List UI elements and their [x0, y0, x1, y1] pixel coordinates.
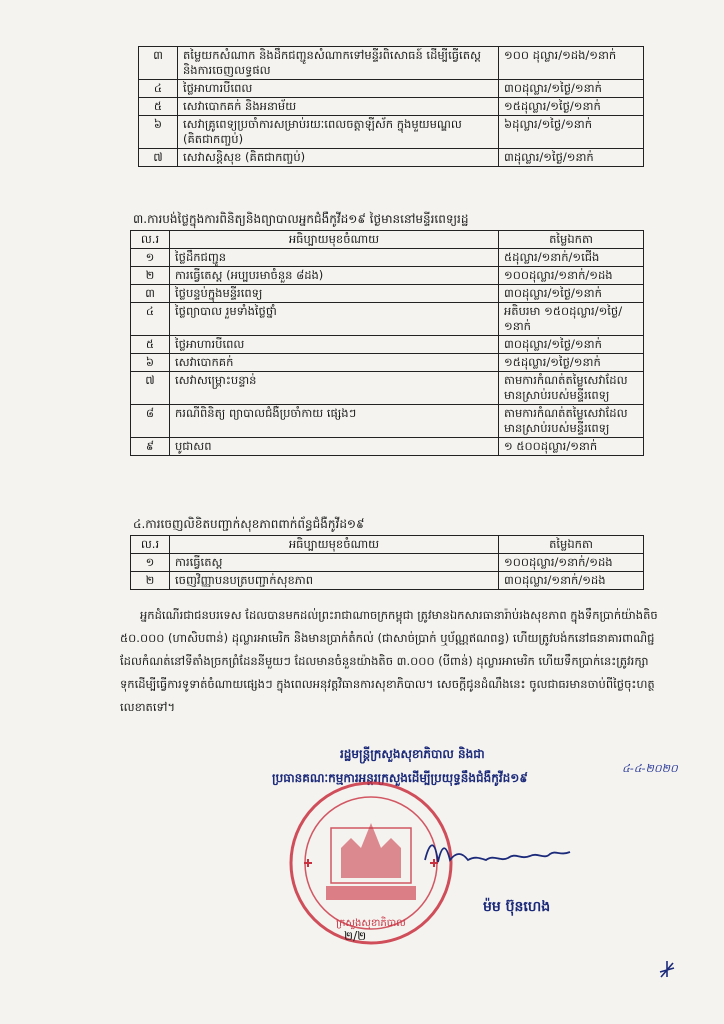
header-price: តម្លៃឯកតា	[499, 231, 644, 249]
row-description: បូជាសព	[170, 438, 499, 456]
row-price: ៣ដុល្លារ/១ថ្ងៃ/១នាក់	[499, 149, 644, 167]
signatory-position: ប្រធានគណៈកម្មការអន្តរក្រសួងដើម្បីប្រយុទ្ធនឹងជំងឺកូវីដ១៩	[272, 771, 528, 785]
row-description: ថ្លៃអាហារបីពេល	[178, 80, 499, 98]
row-price: តាមការកំណត់តម្លៃសេវាដែលមានស្រាប់របស់មន្ទីរពេទ្យ	[499, 372, 644, 405]
header-desc: អធិប្បាយមុខចំណាយ	[170, 536, 499, 554]
header-no: ល.រ	[131, 231, 170, 249]
table-row	[131, 336, 644, 354]
row-number: ៤	[139, 80, 178, 98]
signature-date: ៤-៤-២០២០	[622, 762, 678, 775]
table-row	[131, 572, 644, 590]
row-description: សេវាបោកគក់ និងអនាម័យ	[178, 98, 499, 116]
row-price: ១០០ដុល្លារ/១នាក់/១ដង	[499, 267, 644, 285]
row-price: ១០០ដុល្លារ/១នាក់/១ដង	[499, 554, 644, 572]
row-number: ៥	[131, 336, 170, 354]
table-row	[131, 354, 644, 372]
header-desc: អធិប្បាយមុខចំណាយ	[170, 231, 499, 249]
row-description: ករណីពិនិត្យ ព្យាបាលជំងឺប្រចាំកាយ ផ្សេងៗ	[170, 405, 499, 438]
notice-paragraph: អ្នកដំណើរជាជនបរទេស ដែលបានមកដល់ព្រះរាជាណាចក្រកម្ពុជា ត្រូវមានឯកសារធានារ៉ាប់រងសុខភាព ក្នុងទឹកប្រាក់យ៉ាងតិច ៥០.០០០ (ហាសិបពាន់) ដុល្លារអាមេរិក និងមានប្រាក់តំកល់ (ជាសាច់ប្រាក់ ឬប័ណ្ណឥណពន្ធ) ហើយត្រូវបង់កនៅធនាគារពាណិជ្ជដែលកំណត់នៅទីតាំងច្រកព្រំដែននីមួយៗ ដែលមានចំនួនយ៉ាងតិច ៣.០០០ (បីពាន់) ដុល្លារអាមេរិក ហើយទឹកប្រាក់នេះត្រូវរក្សាទុកដើម្បីធ្វើការទូទាត់ចំណាយផ្សេងៗ ក្នុងពេលអនុវត្តវិធានការសុខាភិបាល។ សេចក្តីជូនដំណឹងនេះ ចូលជាធរមានចាប់ពីថ្ងៃចុះហត្ថលេខាតទៅ។	[120, 608, 658, 714]
table-header-row	[131, 536, 644, 554]
header-price: តម្លៃឯកតា	[499, 536, 644, 554]
section-4-title: ៤.ការចេញលិខិតបញ្ជាក់សុខភាពពាក់ព័ន្ធជំងឺកូវីដ១៩	[133, 517, 365, 531]
row-description: សេវាសន្តិសុខ (គិតជាកញ្ចប់)	[178, 149, 499, 167]
table-row	[131, 405, 644, 438]
table-row	[131, 267, 644, 285]
signatory-title: រដ្ឋមន្ត្រីក្រសួងសុខាភិបាល និងជា	[340, 747, 485, 761]
row-number: ៣	[139, 47, 178, 80]
row-description: ថ្លៃដឹកជញ្ជូន	[170, 249, 499, 267]
row-number: ៦	[131, 354, 170, 372]
table-row	[139, 149, 644, 167]
handwritten-signature-icon	[420, 830, 580, 880]
section-3-title: ៣.ការបង់ថ្លៃក្នុងការពិនិត្យនិងព្យាបាលអ្នកជំងឺកូវីដ១៩ ថ្ងៃមាននៅមន្ទីរពេទ្យរដ្ឋ	[133, 212, 469, 226]
table-row	[131, 285, 644, 303]
row-price: ៣០ដុល្លារ/១នាក់/១ដង	[499, 572, 644, 590]
page-number: ២/២	[344, 929, 367, 943]
row-price: ៣០ដុល្លារ/១ថ្ងៃ/១នាក់	[499, 285, 644, 303]
row-price: ១៥ដុល្លារ/១ថ្ងៃ/១នាក់	[499, 354, 644, 372]
row-number: ៨	[131, 405, 170, 438]
header-no: ល.រ	[131, 536, 170, 554]
table-row	[139, 80, 644, 98]
row-description: សេវាសម្ព្រោះបន្ទាន់	[170, 372, 499, 405]
row-price: ៥ដុល្លារ/១នាក់/១ជើង	[499, 249, 644, 267]
table-header-row	[131, 231, 644, 249]
row-description: សេវាគ្រូពេទ្យប្រចាំការសម្រាប់រយៈពេលចត្តាឡីស័ក ក្នុងមួយមណ្ឌល (គិតជាកញ្ចប់)	[178, 116, 499, 149]
initial-mark-icon	[656, 958, 678, 980]
row-number: ១	[131, 249, 170, 267]
row-description: ថ្លៃបន្ទប់ក្នុងមន្ទីរពេទ្យ	[170, 285, 499, 303]
row-number: ៦	[139, 116, 178, 149]
table-row	[131, 438, 644, 456]
row-number: ៩	[131, 438, 170, 456]
row-description: តម្លៃយកសំណាក និងដឹកជញ្ជូនសំណាកទៅមន្ទីរពិសោធន៍ ដើម្បីធ្វើតេស្ត និងការចេញលទ្ធផល	[178, 47, 499, 80]
row-price: ១ ៥០០ដុល្លារ/១នាក់	[499, 438, 644, 456]
row-description: ថ្លៃព្យាបាល រួមទាំងថ្លៃថ្នាំ	[170, 303, 499, 336]
row-price: ១៥ដុល្លារ/១ថ្ងៃ/១នាក់	[499, 98, 644, 116]
row-description: សេវាបោកគក់	[170, 354, 499, 372]
row-number: ២	[131, 572, 170, 590]
row-number: ៣	[131, 285, 170, 303]
fee-table-treatment	[130, 230, 644, 456]
table-row	[139, 47, 644, 80]
row-number: ៥	[139, 98, 178, 116]
row-price: ៦ដុល្លារ/១ថ្ងៃ/១នាក់	[499, 116, 644, 149]
table-row	[139, 98, 644, 116]
table-row	[131, 372, 644, 405]
row-price: ១០០ ដុល្លារ/១ដង/១នាក់	[499, 47, 644, 80]
seal-text: ក្រសួងសុខាភិបាល	[336, 918, 406, 929]
row-description: ចេញវិញ្ញាបនបត្របញ្ជាក់សុខភាព	[170, 572, 499, 590]
table-row	[139, 116, 644, 149]
table-row	[131, 249, 644, 267]
table-row	[131, 554, 644, 572]
row-description: ថ្លៃអាហារបីពេល	[170, 336, 499, 354]
fee-table-certificate	[130, 535, 644, 590]
row-price: តាមការកំណត់តម្លៃសេវាដែលមានស្រាប់របស់មន្ទីរពេទ្យ	[499, 405, 644, 438]
fee-table-continued	[138, 46, 644, 167]
row-number: ១	[131, 554, 170, 572]
row-price: ៣០ដុល្លារ/១ថ្ងៃ/១នាក់	[499, 336, 644, 354]
table-row	[131, 303, 644, 336]
row-number: ២	[131, 267, 170, 285]
row-price: អតិបរមា ១៥០ដុល្លារ/១ថ្ងៃ/១នាក់	[499, 303, 644, 336]
row-description: ការធ្វើតេស្ត	[170, 554, 499, 572]
row-description: ការធ្វើតេស្ត (អប្បបរមាចំនួន ៨ដង)	[170, 267, 499, 285]
row-number: ៤	[131, 303, 170, 336]
row-number: ៧	[139, 149, 178, 167]
signatory-name: ម៉ម ប៊ុនហេង	[483, 899, 551, 915]
row-price: ៣០ដុល្លារ/១ថ្ងៃ/១នាក់	[499, 80, 644, 98]
row-number: ៧	[131, 372, 170, 405]
